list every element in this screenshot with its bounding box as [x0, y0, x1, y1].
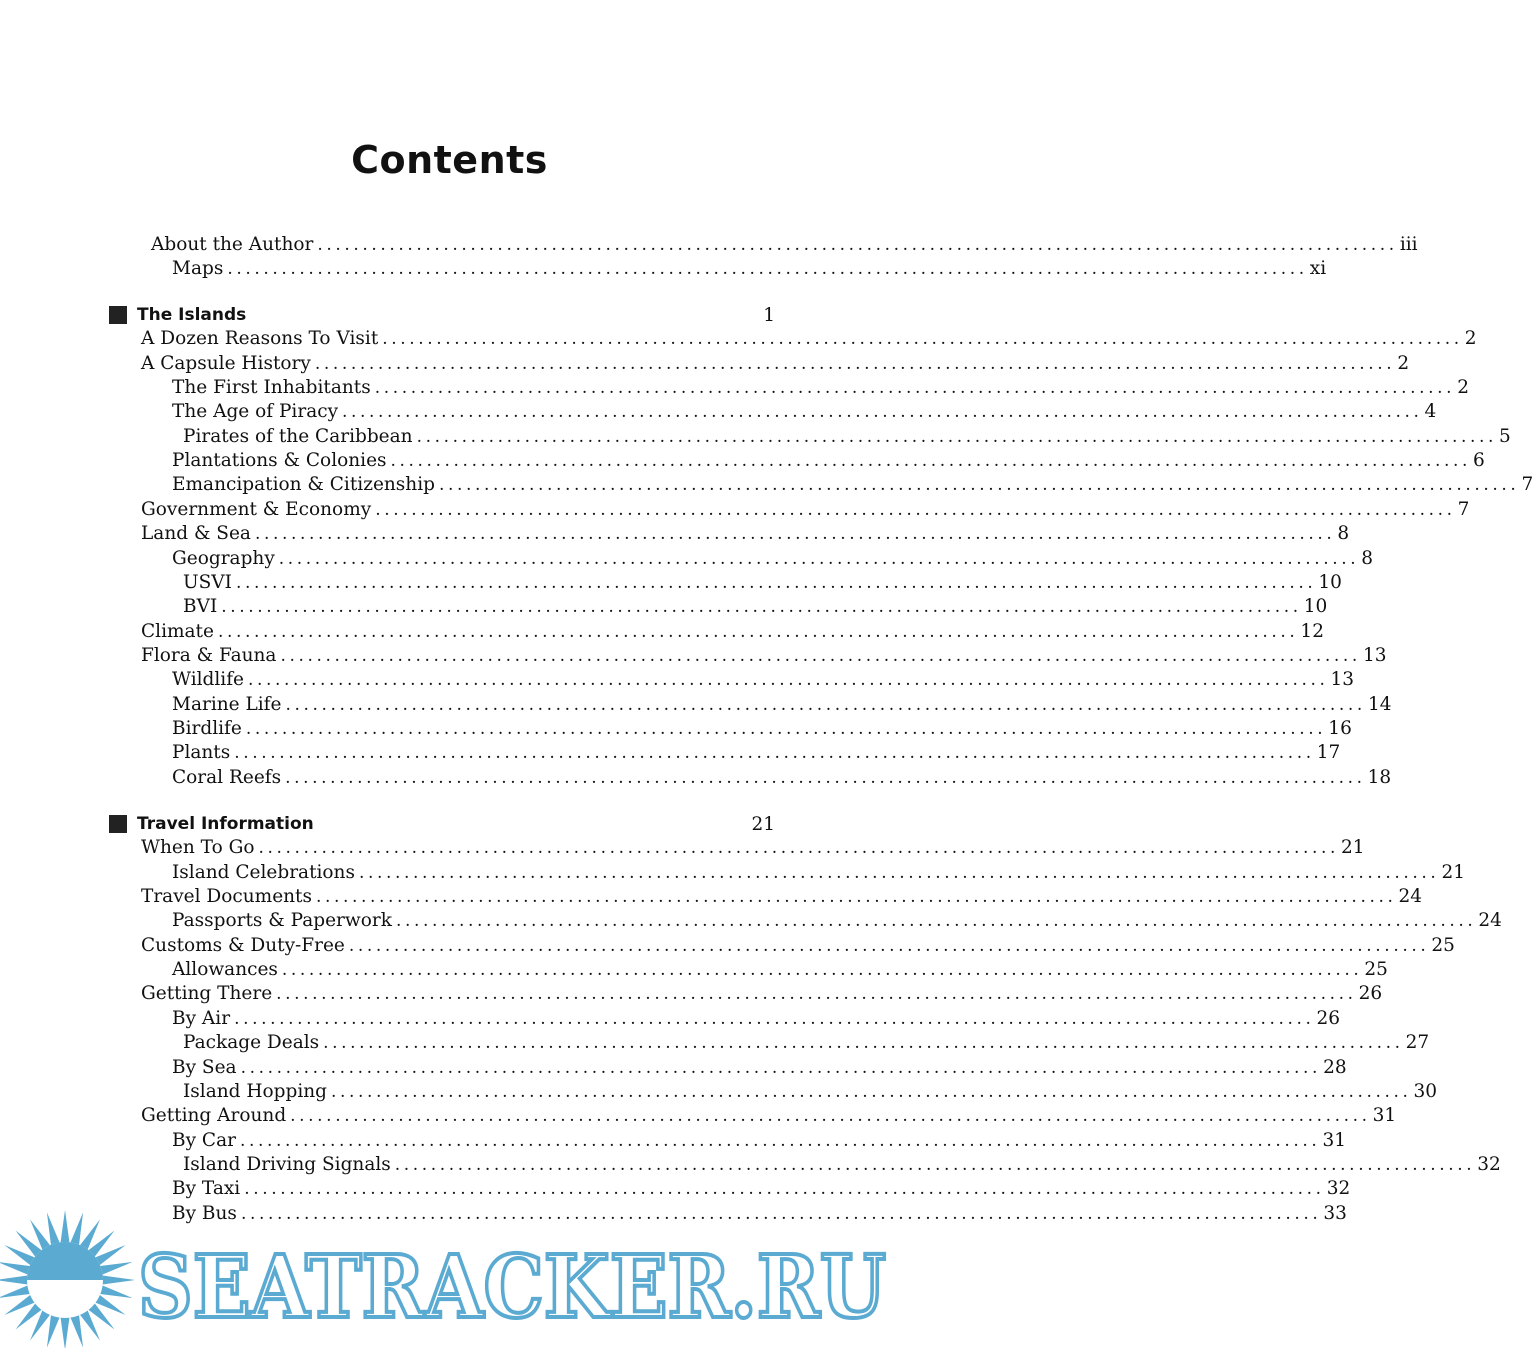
toc-entry-label: Package Deals	[183, 1032, 320, 1054]
toc-entry-page: 21	[1340, 837, 1365, 859]
toc-entry-page: 31	[1372, 1105, 1397, 1127]
dot-leader: ........................................................................................................................	[248, 670, 1329, 691]
toc-entry	[141, 982, 1383, 1006]
watermark-text: SEATRACKER.RU	[138, 1237, 886, 1338]
section-title: Travel Information	[137, 814, 314, 834]
toc-entry	[172, 861, 1465, 885]
toc-entry	[172, 958, 1388, 982]
toc-entry	[141, 498, 1470, 522]
dot-leader: ........................................................................................................................	[394, 1154, 1476, 1175]
toc-entry-label: Travel Documents	[141, 886, 312, 908]
dot-leader: ........................................................................................................................	[285, 694, 1366, 715]
toc-entry	[172, 1129, 1346, 1153]
dot-leader: ........................................................................................................................	[374, 378, 1456, 399]
toc-entry	[172, 668, 1355, 692]
toc-entry	[183, 1153, 1501, 1177]
dot-leader: ........................................................................................................................	[348, 935, 1430, 956]
toc-entry-label: Getting Around	[141, 1105, 287, 1127]
toc-entry-page: 10	[1303, 596, 1328, 618]
toc-entry-label: The Age of Piracy	[172, 401, 339, 423]
toc-entry-label: Birdlife	[172, 717, 242, 739]
dot-leader: ........................................................................................................................	[390, 451, 1471, 472]
toc-entry	[141, 644, 1387, 668]
toc-entry-label: Marine Life	[172, 693, 282, 715]
dot-leader: ........................................................................................................................	[382, 329, 1463, 350]
toc-entry-label: By Bus	[172, 1202, 237, 1224]
toc-entry-page: 24	[1478, 910, 1502, 932]
toc-entry-page: 26	[1358, 983, 1383, 1005]
dot-leader: ........................................................................................................................	[254, 524, 1336, 545]
toc-entry-page: 16	[1328, 717, 1352, 739]
dot-leader: ........................................................................................................................	[416, 426, 1498, 447]
dot-leader: ........................................................................................................................	[234, 743, 1315, 764]
toc-entry-page: 7	[1521, 474, 1533, 496]
section-page: 1	[763, 304, 775, 326]
toc-entry	[183, 595, 1328, 619]
dot-leader: ........................................................................................................................	[395, 911, 1477, 932]
toc-entry	[183, 1031, 1430, 1055]
square-bullet-icon	[109, 815, 127, 833]
toc-entry-page: iii	[1399, 234, 1418, 255]
toc-entry-page: 5	[1499, 425, 1511, 447]
toc-entry	[172, 1056, 1347, 1080]
toc-entry-label: Coral Reefs	[172, 766, 282, 788]
toc-entry-page: 24	[1398, 886, 1423, 908]
dot-leader: ........................................................................................................................	[375, 499, 1456, 520]
toc-entry-page: 8	[1361, 547, 1374, 569]
toc-entry	[172, 1177, 1351, 1201]
toc-entry	[172, 693, 1392, 717]
square-bullet-icon	[109, 306, 127, 324]
toc-entry-label: Allowances	[172, 959, 278, 981]
toc-entry-label: Wildlife	[172, 669, 244, 691]
toc-entry-label: Island Driving Signals	[183, 1153, 391, 1175]
toc-entry	[141, 1104, 1397, 1128]
dot-leader: ........................................................................................................................	[358, 862, 1440, 883]
toc-entry	[172, 909, 1502, 933]
dot-leader: ........................................................................................................................	[316, 887, 1397, 908]
toc-entry	[141, 620, 1324, 644]
toc-entry-label: BVI	[183, 596, 218, 618]
dot-leader: ........................................................................................................................	[240, 1057, 1322, 1078]
toc-entry-page: 30	[1413, 1080, 1438, 1102]
toc-entry-label: Emancipation & Citizenship	[172, 474, 435, 496]
toc-entry	[172, 547, 1374, 571]
toc-entry-page: 7	[1457, 498, 1470, 520]
toc-entry-page: 26	[1316, 1007, 1341, 1029]
toc-entry	[172, 473, 1533, 497]
dot-leader: ........................................................................................................................	[438, 475, 1520, 496]
dot-leader: ........................................................................................................................	[290, 1106, 1371, 1127]
toc-entry-page: 25	[1431, 934, 1455, 956]
toc-entry-label: Passports & Paperwork	[172, 910, 392, 932]
toc-entry-label: When To Go	[141, 837, 255, 859]
toc-entry-label: Climate	[141, 620, 214, 642]
dot-leader: ........................................................................................................................	[227, 259, 1308, 280]
dot-leader: ........................................................................................................................	[278, 548, 1360, 569]
toc-entry-page: 2	[1464, 328, 1477, 350]
toc-entry-label: About the Author	[151, 234, 314, 255]
toc-entry-page: 33	[1323, 1202, 1347, 1224]
dot-leader: ........................................................................................................................	[280, 645, 1361, 666]
toc-entry-label: Getting There	[141, 983, 273, 1005]
dot-leader: ........................................................................................................................	[239, 1130, 1321, 1151]
dot-leader: ........................................................................................................................	[314, 353, 1396, 374]
toc-entry-page: 18	[1367, 766, 1392, 788]
dot-leader: ........................................................................................................................	[235, 572, 1317, 593]
toc-entry-label: Land & Sea	[141, 523, 251, 545]
toc-entry-page: 27	[1405, 1032, 1430, 1054]
toc-entry-label: Plants	[172, 742, 231, 764]
toc-entry-page: 13	[1362, 644, 1387, 666]
toc-entry	[141, 352, 1410, 376]
toc-entry-page: 6	[1473, 450, 1485, 472]
dot-leader: ........................................................................................................................	[221, 597, 1302, 618]
toc-entry	[172, 1007, 1341, 1031]
sun-icon	[0, 1210, 135, 1348]
dot-leader: ........................................................................................................................	[276, 984, 1357, 1005]
toc-entry	[141, 327, 1477, 351]
dot-leader: ........................................................................................................................	[323, 1033, 1404, 1054]
section-heading	[109, 303, 775, 327]
toc-entry	[141, 934, 1455, 958]
toc-entry-label: By Car	[172, 1129, 236, 1151]
page-title: Contents	[351, 138, 548, 182]
toc-entry-page: 10	[1318, 571, 1342, 593]
toc-entry-label: Government & Economy	[141, 498, 372, 520]
toc-entry-page: 28	[1323, 1056, 1347, 1078]
toc-entry	[172, 376, 1469, 400]
dot-leader: ........................................................................................................................	[244, 1179, 1325, 1200]
section-heading	[109, 812, 775, 836]
toc-entry	[172, 449, 1485, 473]
toc-entry-label: The First Inhabitants	[172, 377, 371, 399]
section-page: 21	[751, 813, 775, 835]
toc-entry-page: 8	[1337, 523, 1350, 545]
toc-entry-page: 2	[1457, 377, 1469, 399]
toc-entry-label: A Capsule History	[141, 352, 311, 374]
toc-entry-label: Maps	[172, 258, 224, 280]
dot-leader: ........................................................................................................................	[258, 838, 1339, 859]
toc-entry-label: By Air	[172, 1007, 231, 1029]
toc-entry	[141, 885, 1423, 909]
toc-entry-page: 32	[1326, 1178, 1351, 1200]
toc-entry-label: Island Hopping	[183, 1080, 328, 1102]
toc-entry-page: 13	[1330, 669, 1355, 691]
dot-leader: ........................................................................................................................	[281, 960, 1363, 981]
toc-entry	[172, 766, 1392, 790]
dot-leader: ........................................................................................................................	[234, 1008, 1315, 1029]
toc-entry	[172, 741, 1341, 765]
toc-entry-page: 25	[1364, 959, 1388, 981]
dot-leader: ........................................................................................................................	[285, 767, 1366, 788]
toc-entry	[172, 717, 1352, 741]
dot-leader: ........................................................................................................................	[342, 402, 1423, 423]
toc-entry	[172, 257, 1327, 281]
toc-entry	[183, 425, 1511, 449]
toc-entry-label: USVI	[183, 571, 232, 593]
dot-leader: ........................................................................................................................	[331, 1081, 1412, 1102]
toc-entry-label: Island Celebrations	[172, 861, 355, 883]
toc-entry	[172, 400, 1437, 424]
toc-entry-label: Flora & Fauna	[141, 644, 277, 666]
toc-entry	[183, 571, 1342, 595]
toc-entry-page: 17	[1316, 742, 1341, 764]
toc-entry-page: 12	[1300, 620, 1324, 642]
toc-entry-label: Customs & Duty-Free	[141, 934, 345, 956]
toc-entry-page: 14	[1367, 693, 1392, 715]
toc-entry	[141, 836, 1365, 860]
toc-entry-label: Pirates of the Caribbean	[183, 425, 413, 447]
toc-entry-label: A Dozen Reasons To Visit	[141, 328, 379, 350]
toc-entry-page: 2	[1397, 352, 1410, 374]
toc-entry-page: 31	[1322, 1129, 1346, 1151]
toc-entry	[151, 233, 1418, 257]
toc-entry-page: 21	[1441, 861, 1465, 883]
toc-entry	[141, 522, 1350, 546]
dot-leader: ........................................................................................................................	[240, 1203, 1322, 1224]
toc-entry-label: Plantations & Colonies	[172, 450, 387, 472]
toc-entry-page: 32	[1477, 1153, 1501, 1175]
toc-entry-label: By Sea	[172, 1056, 237, 1078]
watermark	[0, 1205, 899, 1348]
toc-entry-page: 4	[1424, 401, 1437, 423]
dot-leader: ........................................................................................................................	[245, 718, 1327, 739]
section-title: The Islands	[137, 305, 247, 325]
toc-entry	[183, 1080, 1438, 1104]
toc-entry-page: xi	[1309, 258, 1327, 280]
dot-leader: ........................................................................................................................	[317, 235, 1398, 255]
toc-entry-label: Geography	[172, 547, 275, 569]
toc-entry-label: By Taxi	[172, 1178, 241, 1200]
dot-leader: ........................................................................................................................	[217, 621, 1299, 642]
